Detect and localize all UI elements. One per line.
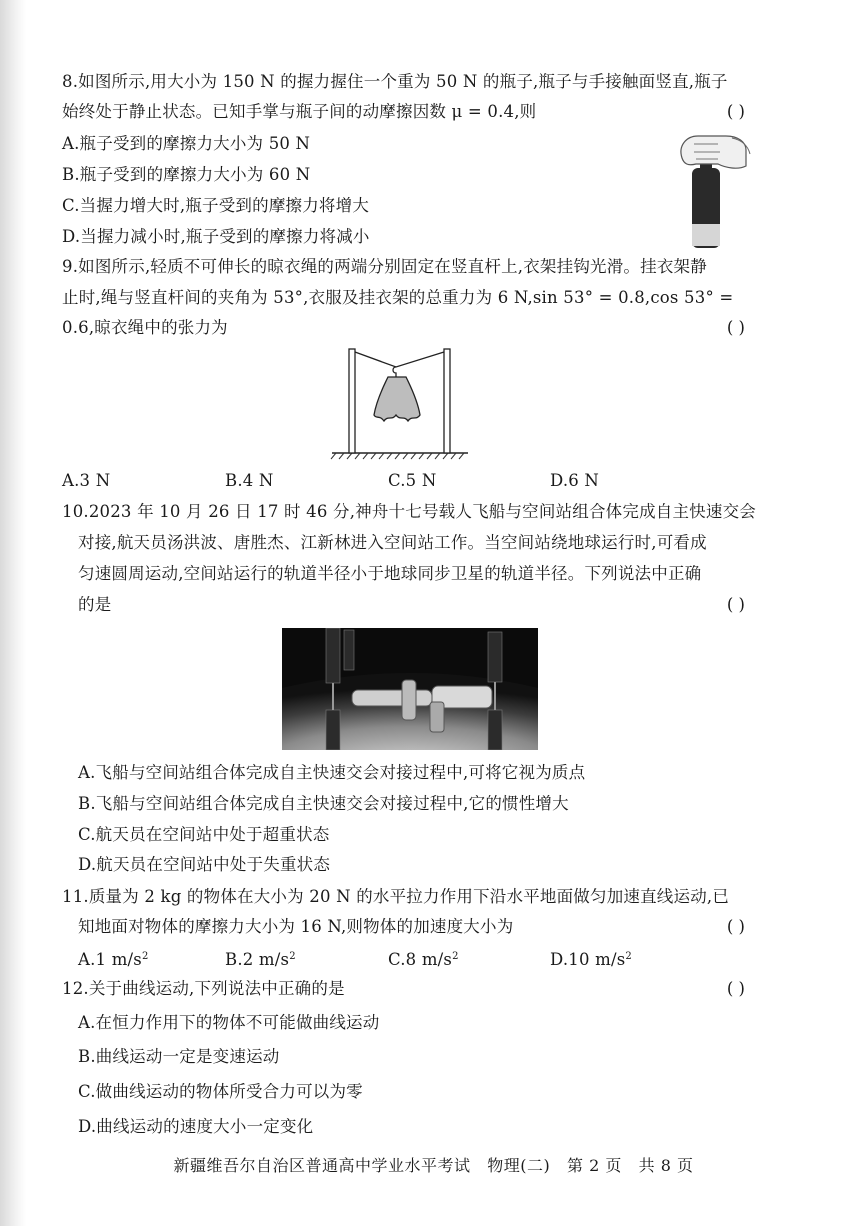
q12-stem-line1: 12.关于曲线运动,下列说法中正确的是 [62,979,345,998]
q9-answer-blank: ( ) [726,318,745,337]
q10-option-d: D.航天员在空间站中处于失重状态 [78,855,331,874]
q10-answer-blank: ( ) [726,595,745,614]
q12-option-c: C.做曲线运动的物体所受合力可以为零 [78,1082,363,1101]
space-station-photo [282,628,538,750]
q9-stem-line3: 0.6,晾衣绳中的张力为 [62,318,228,337]
q9-option-b: B.4 N [225,471,274,490]
q12-answer-blank: ( ) [726,979,745,998]
q12-option-a: A.在恒力作用下的物体不可能做曲线运动 [78,1013,380,1032]
q8-stem-line1: 8.如图所示,用大小为 150 N 的握力握住一个重为 50 N 的瓶子,瓶子与手接触面竖直,瓶子 [62,72,728,91]
q10-stem-line3: 匀速圆周运动,空间站运行的轨道半径小于地球同步卫星的轨道半径。下列说法中正确 [78,564,702,583]
q11-stem-line2: 知地面对物体的摩擦力大小为 16 N,则物体的加速度大小为 [78,917,514,936]
q8-option-c: C.当握力增大时,瓶子受到的摩擦力将增大 [62,196,370,215]
q12-option-d: D.曲线运动的速度大小一定变化 [78,1117,314,1136]
q8-stem-line2: 始终处于静止状态。已知手掌与瓶子间的动摩擦因数 μ = 0.4,则 [62,102,537,121]
q11-stem-line1: 11.质量为 2 kg 的物体在大小为 20 N 的水平拉力作用下沿水平地面做匀加速直线运动,已 [62,887,730,906]
q9-option-d: D.6 N [550,471,600,490]
q10-option-a: A.飞船与空间站组合体完成自主快速交会对接过程中,可将它视为质点 [78,763,586,782]
q11-option-d: D.10 $m/s^2$ [550,950,632,969]
q10-option-b: B.飞船与空间站组合体完成自主快速交会对接过程中,它的惯性增大 [78,794,569,813]
q8-option-a: A.瓶子受到的摩擦力大小为 50 N [62,134,311,153]
q9-stem-line2: 止时,绳与竖直杆间的夹角为 53°,衣服及挂衣架的总重力为 6 N,sin 53° = 0.8,cos 53° = [62,288,734,307]
q11-option-b: B.2 $m/s^2$ [225,950,296,969]
q12-option-b: B.曲线运动一定是变速运动 [78,1047,280,1066]
q11-answer-blank: ( ) [726,917,745,936]
q9-option-c: C.5 N [388,471,437,490]
q8-option-b: B.瓶子受到的摩擦力大小为 60 N [62,165,311,184]
page-footer: 新疆维吾尔自治区普通高中学业水平考试 物理(二) 第 2 页 共 8 页 [173,1156,694,1175]
q9-stem-line1: 9.如图所示,轻质不可伸长的晾衣绳的两端分别固定在竖直杆上,衣架挂钩光滑。挂衣架静 [62,257,707,276]
q9-option-a: A.3 N [62,471,111,490]
clothesline-figure [330,343,470,463]
q8-option-d: D.当握力减小时,瓶子受到的摩擦力将减小 [62,227,370,246]
q10-option-c: C.航天员在空间站中处于超重状态 [78,825,330,844]
q10-stem-line4: 的是 [78,595,112,614]
q11-option-a: A.1 $m/s^2$ [78,950,149,969]
q10-stem-line2: 对接,航天员汤洪波、唐胜杰、江新林进入空间站工作。当空间站绕地球运行时,可看成 [78,533,707,552]
q8-answer-blank: ( ) [726,102,745,121]
q11-option-c: C.8 $m/s^2$ [388,950,459,969]
q10-stem-line1: 10.2023 年 10 月 26 日 17 时 46 分,神舟十七号载人飞船与空间站组合体完成自主快速交会 [62,502,756,521]
hand-bottle-figure [672,128,752,250]
